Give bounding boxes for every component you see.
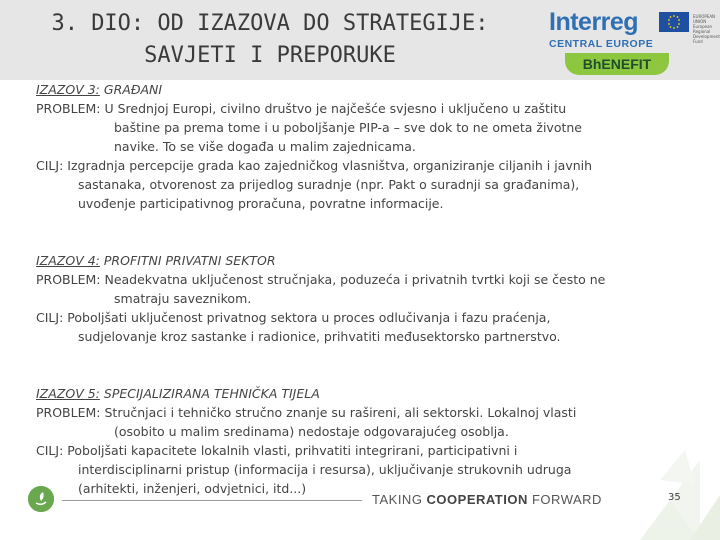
slide-title-line1: 3. DIO: OD IZAZOVA DO STRATEGIJE:	[51, 11, 489, 36]
goal-text: Poboljšati kapacitete lokalnih vlasti, prihvatiti integrirani, participativni i	[67, 443, 518, 458]
challenge-name: PROFITNI PRIVATNI SEKTOR	[103, 253, 276, 268]
logo-region: CENTRAL EUROPE	[549, 38, 654, 50]
footer-text-1: TAKING	[372, 492, 427, 507]
slide-title	[0, 8, 540, 72]
eu-fund-text: EUROPEAN UNION European Regional Development Fund	[693, 14, 720, 44]
problem-text: Neadekvatna uključenost stručnjaka, poduzeća i privatnih tvrtki koji se često ne	[104, 272, 606, 287]
challenge-heading	[36, 251, 706, 270]
problem-label: PROBLEM:	[36, 405, 101, 420]
goal-text: Izgradnja percepcije grada kao zajedničkog vlasništva, organiziranje ciljanih i javnih	[67, 158, 593, 173]
slide-title-line2: SAVJETI I PREPORUKE	[144, 43, 396, 68]
challenge-heading	[36, 384, 706, 403]
interreg-logo	[545, 8, 720, 74]
goal-text: interdisciplinarni pristup (informacija i resursa), uključivanje strukovnih udruga	[78, 462, 572, 477]
problem-line	[36, 99, 706, 118]
goal-text: sudjelovanje kroz sastanke i radionice, prihvatiti međusektorsko partnerstvo.	[78, 329, 561, 344]
problem-text: baštine pa prema tome i u poboljšanje PIP-a – sve dok to ne ometa životne	[114, 120, 582, 135]
challenge-heading	[36, 80, 706, 99]
challenge-name: SPECIJALIZIRANA TEHNIČKA TIJELA	[103, 386, 320, 401]
goal-text: Poboljšati uključenost privatnog sektora u proces odlučivanja i fazu praćenja,	[67, 310, 551, 325]
problem-text: (osobito u malim sredinama) nedostaje odgovarajućeg osoblja.	[114, 424, 509, 439]
leaf-hand-icon	[28, 486, 54, 512]
footer-divider	[62, 500, 362, 501]
problem-label: PROBLEM:	[36, 101, 101, 116]
problem-text: smatraju saveznikom.	[114, 291, 252, 306]
goal-text: sastanaka, otvorenost za prijedlog suradnje (npr. Pakt o suradnji sa građanima),	[78, 177, 580, 192]
content-body	[36, 80, 706, 498]
header-bar	[0, 0, 720, 80]
challenge-label: IZAZOV 5:	[36, 386, 100, 401]
challenge-4	[36, 251, 706, 346]
challenge-name: GRAĐANI	[103, 82, 163, 97]
footer-text-2: FORWARD	[527, 492, 602, 507]
footer-tagline	[372, 492, 602, 507]
problem-text: U Srednjoj Europi, civilno društvo je najčešće svjesno i uključeno u zaštitu	[104, 101, 567, 116]
problem-text: Stručnjaci i tehničko stručno znanje su rašireni, ali sektorski. Lokalnoj vlasti	[104, 405, 577, 420]
logo-brand: Interreg	[549, 8, 639, 36]
decorative-triangles	[600, 440, 720, 540]
problem-label: PROBLEM:	[36, 272, 101, 287]
problem-line	[36, 270, 706, 289]
goal-text: uvođenje participativnog proračuna, povratne informacije.	[78, 196, 444, 211]
goal-label: CILJ:	[36, 158, 64, 173]
logo-project: BhENEFIT	[565, 53, 669, 75]
challenge-label: IZAZOV 4:	[36, 253, 100, 268]
goal-line	[36, 308, 706, 327]
problem-line	[36, 403, 706, 422]
challenge-3	[36, 80, 706, 213]
page-number: 35	[668, 492, 681, 503]
footer-text-bold: COOPERATION	[426, 492, 528, 507]
challenge-label: IZAZOV 3:	[36, 82, 100, 97]
goal-label: CILJ:	[36, 310, 64, 325]
eu-flag-icon	[659, 12, 689, 32]
problem-text: navike. To se više događa u malim zajednicama.	[114, 139, 416, 154]
goal-text: (arhitekti, inženjeri, odvjetnici, itd...)	[78, 481, 307, 496]
goal-label: CILJ:	[36, 443, 64, 458]
goal-line	[36, 156, 706, 175]
